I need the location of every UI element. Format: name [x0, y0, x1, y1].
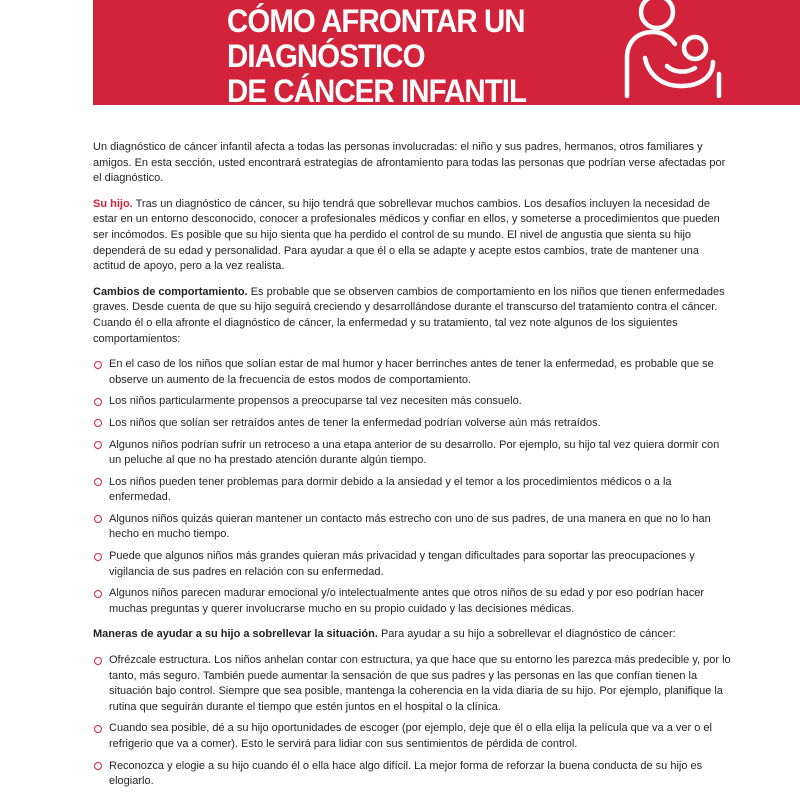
list-item	[93, 512, 733, 543]
list-item-text: Ofrézcale estructura. Los niños anhelan contar con estructura, ya que hace que su entorno les parezca más predecible y, por lo tanto, más seguro. También puede aumentar la sensación de que sus padres y las personas en las que confían tienen la situación bajo control. Siempre que sea posible, mantenga la coherencia en la vida diaria de su hijo. Por ejemplo, planifique la rutina que seguirán durante el tiempo que estén juntos en el hospital o la clínica.	[109, 654, 731, 713]
page-title-line-2: DE CÁNCER INFANTIL	[227, 73, 527, 109]
help-text: Para ayudar a su hijo a sobrellevar el diagnóstico de cáncer:	[377, 628, 676, 641]
bullet-icon	[94, 762, 102, 770]
behavior-list	[93, 357, 733, 617]
list-item	[93, 549, 733, 580]
list-item	[93, 653, 733, 715]
bullet-icon	[94, 725, 102, 733]
intro-paragraph: Un diagnóstico de cáncer infantil afecta a todas las personas involucradas: el niño y sus padres, hermanos, otros familiares y amigos. En esta sección, usted encontrará estrategias de afrontamiento para todas las personas que podrían verse afectadas por el diagnóstico.	[93, 141, 726, 185]
bullet-icon	[94, 398, 102, 406]
list-item	[93, 394, 733, 410]
page-title-line-1: CÓMO AFRONTAR UN DIAGNÓSTICO	[227, 3, 525, 74]
page-title	[227, 4, 613, 109]
list-item	[93, 438, 733, 469]
child-paragraph	[93, 197, 733, 275]
list-item	[93, 475, 733, 506]
list-item-text: Reconozca y elogie a su hijo cuando él o ella hace algo difícil. La mejor forma de reforzar la buena conducta de su hijo es elogiarlo.	[109, 759, 703, 788]
list-item-text: Algunos niños quizás quieran mantener un contacto más estrecho con uno de sus padres, de una manera en que no lo han hecho en mucho tiempo.	[109, 512, 711, 541]
bullet-icon	[94, 478, 102, 486]
bullet-icon	[94, 515, 102, 523]
help-list	[93, 653, 733, 790]
list-item	[93, 759, 733, 790]
list-item	[93, 416, 733, 432]
bullet-icon	[94, 590, 102, 598]
child-lead: Su hijo.	[93, 197, 133, 210]
list-item-text: Puede que algunos niños más grandes quieran más privacidad y tengan dificultades para soportar las preocupaciones y vigilancia de sus padres en relación con su enfermedad.	[109, 550, 695, 578]
list-item	[93, 357, 733, 388]
bullet-icon	[94, 553, 102, 561]
list-item-text: Cuando sea posible, dé a su hijo oportunidades de escoger (por ejemplo, deje que él o ella elija la película que va a ver o el refrigerio que va a comer). Esto le servirá para lidiar con sus sentimientos de pérdida de control.	[109, 722, 712, 750]
bullet-icon	[94, 657, 102, 665]
list-item-text: Algunos niños parecen madurar emocional y/o intelectualmente antes que otros niños de su edad y por eso podrían hacer muchas preguntas y querer involucrarse mucho en su propio cuidado y las decisiones médicas.	[109, 587, 704, 615]
behavior-text: Es probable que se observen cambios de comportamiento en los niños que tienen enfermedades graves. Desde cuenta de que su hijo seguirá creciendo y desarrollándose durante el transcurso del tratamiento contra el cáncer. Cuando él o ella afronte el diagnóstico de cáncer, la enfermedad y su tratamiento, tal vez note algunos de los siguientes comportamientos:	[93, 285, 725, 345]
parent-holding-child-icon	[615, 0, 735, 98]
list-item	[93, 721, 733, 752]
list-item-text: Los niños que solían ser retraídos antes de tener la enfermedad podrían volverse aún más retraídos.	[109, 416, 601, 429]
help-lead: Maneras de ayudar a su hijo a sobrellevar la situación.	[93, 628, 378, 641]
bullet-icon	[94, 419, 102, 427]
bullet-icon	[94, 361, 102, 369]
help-paragraph	[93, 627, 733, 643]
behavior-paragraph	[93, 285, 733, 347]
list-item	[93, 586, 733, 617]
list-item-text: Los niños pueden tener problemas para dormir debido a la ansiedad y el temor a los procedimientos médicos o a la enfermedad.	[109, 475, 672, 504]
list-item-text: En el caso de los niños que solían estar de mal humor y hacer berrinches antes de tener la enfermedad, es probable que se observe un aumento de la frecuencia de estos modos de comportamiento.	[109, 358, 714, 386]
list-item-text: Los niños particularmente propensos a preocuparse tal vez necesiten más consuelo.	[109, 395, 522, 408]
list-item-text: Algunos niños podrían sufrir un retroceso a una etapa anterior de su desarrollo. Por ejemplo, su hijo tal vez quiera dormir con un peluche al que no ha prestado atención durante algún tiempo.	[109, 438, 720, 467]
behavior-lead: Cambios de comportamiento.	[93, 285, 248, 298]
bullet-icon	[94, 441, 102, 449]
child-text: Tras un diagnóstico de cáncer, su hijo tendrá que sobrellevar muchos cambios. Los desafíos incluyen la necesidad de estar en un entorno desconocido, conocer a profesionales médicos y confiar en ellos, y someterse a procedimientos que pueden ser incómodos. Es posible que su hijo sienta que ha perdido el control de su mundo. El nivel de angustia que sienta su hijo dependerá de su edad y personalidad. Para ayudar a que él o ella se adapte y acepte estos cambios, trate de mantener una actitud de apoyo, pero a la vez realista.	[93, 197, 720, 273]
document-body	[93, 140, 733, 800]
